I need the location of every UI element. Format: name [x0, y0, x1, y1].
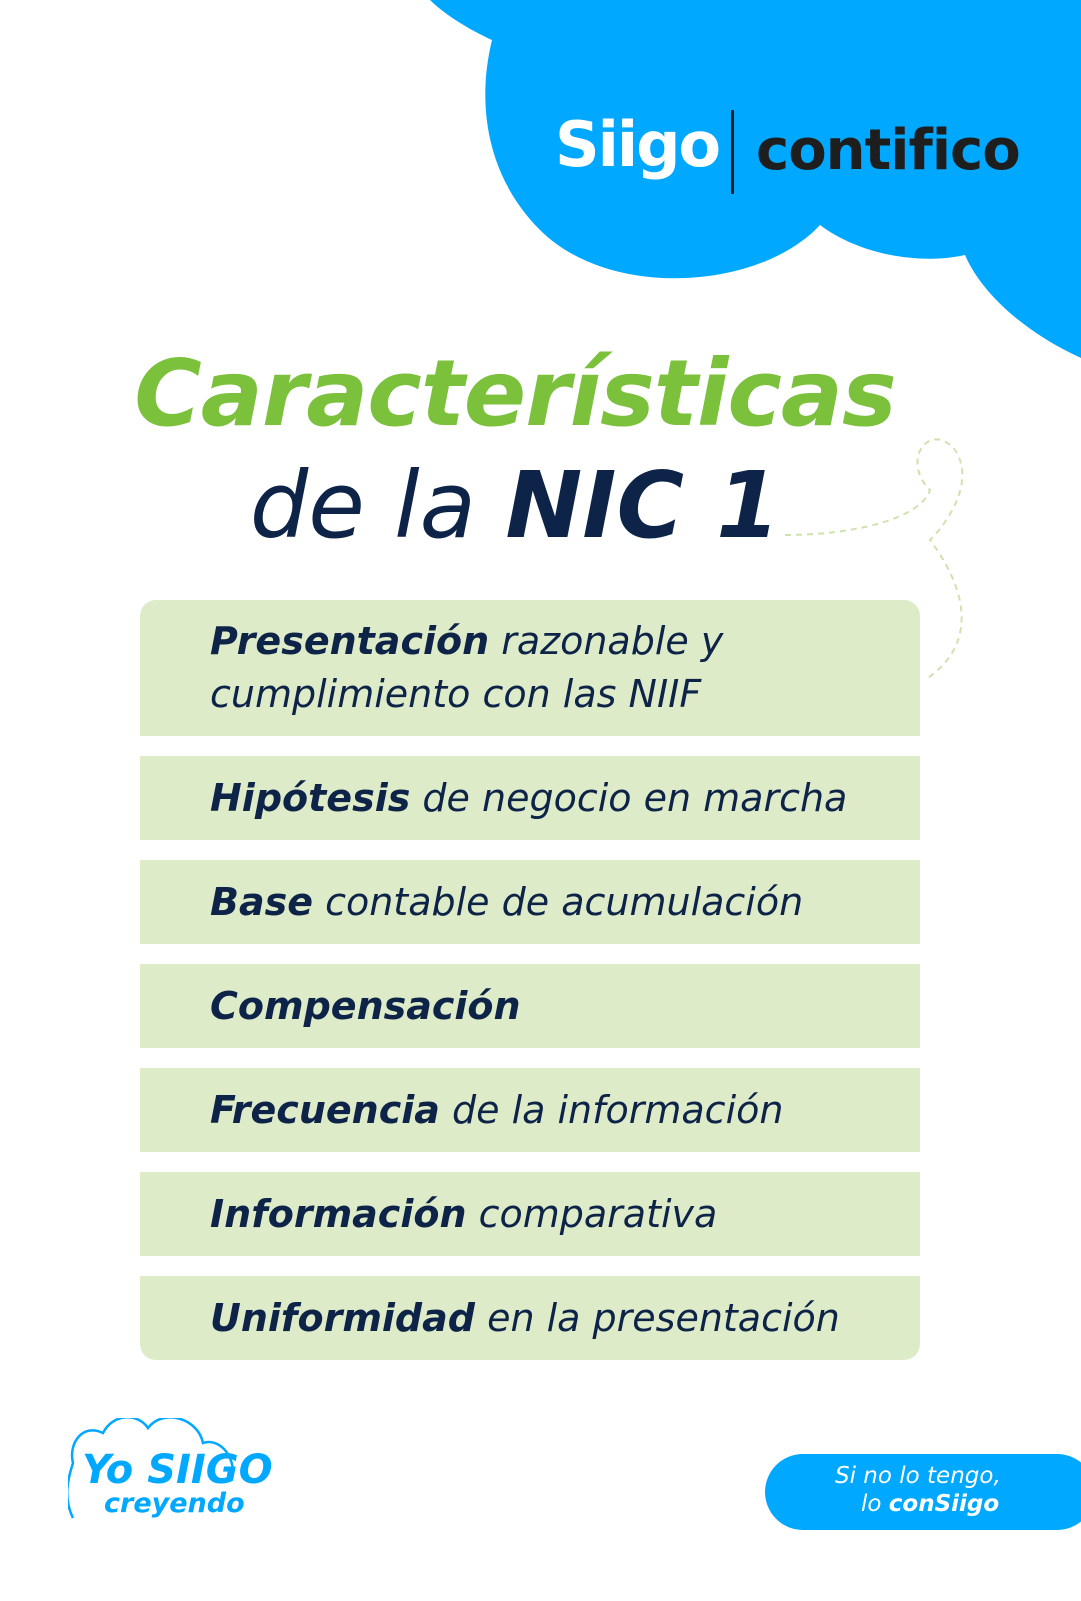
list-item: Compensación [140, 964, 920, 1048]
title-line1: Características [134, 340, 896, 447]
title-line2: de la NIC 1 [249, 452, 781, 559]
logo-divider [731, 110, 734, 194]
list-item: Base contable de acumulación [140, 860, 920, 944]
siigo-logo: Siigo [555, 108, 720, 181]
list-item: Frecuencia de la información [140, 1068, 920, 1152]
contifico-logo: contifico [756, 118, 1020, 183]
list-item: Información comparativa [140, 1172, 920, 1256]
tagline-badge: Si no lo tengo, lo conSiigo [765, 1454, 1081, 1530]
yo-siigo-creyendo-logo: Yo SIIGO creyendo [82, 1447, 273, 1519]
list-item: Presentación razonable y cumplimiento con las NIIF [140, 600, 920, 736]
list-item: Hipótesis de negocio en marcha [140, 756, 920, 840]
list-item: Uniformidad en la presentación [140, 1276, 920, 1360]
